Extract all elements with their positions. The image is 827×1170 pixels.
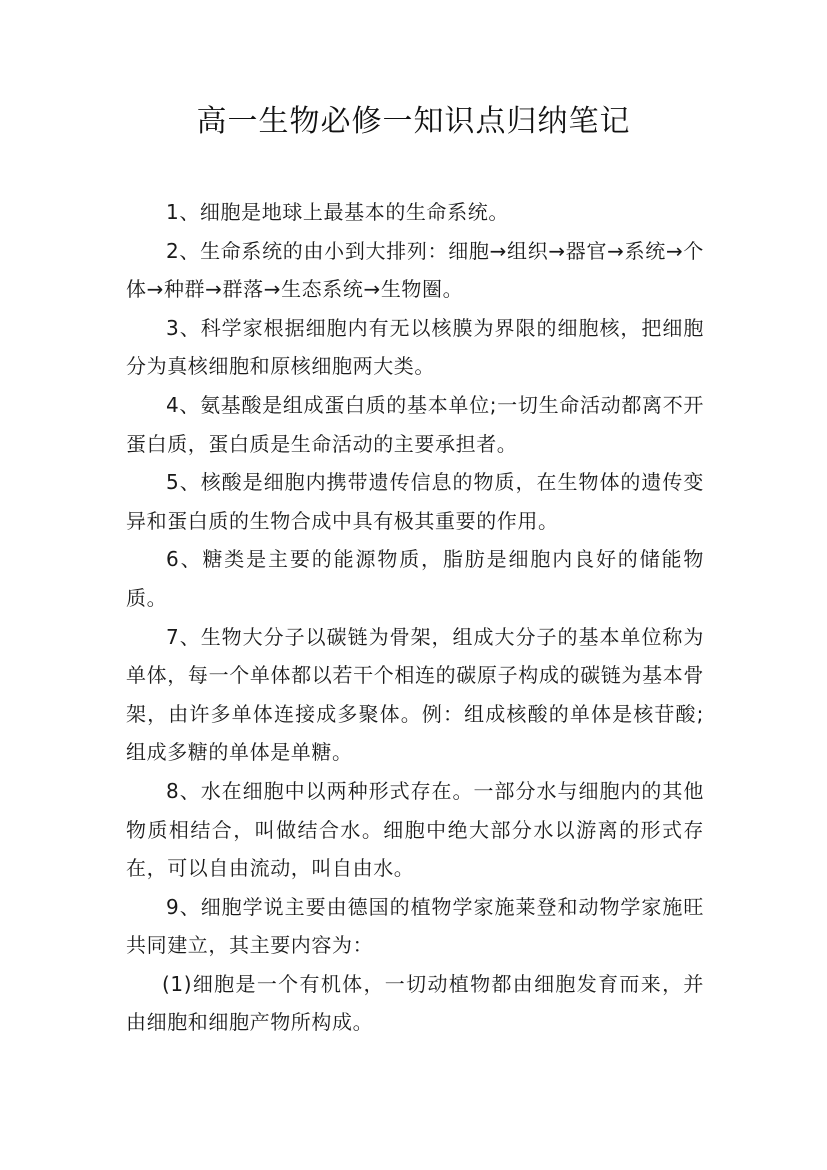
document-title: 高一生物必修一知识点归纳笔记 — [196, 104, 631, 139]
paragraph-9: 9、细胞学说主要由德国的植物学家施莱登和动物学家施旺共同建立，其主要内容为： — [126, 894, 704, 958]
paragraph-3: 3、科学家根据细胞内有无以核膜为界限的细胞核，把细胞分为真核细胞和原核细胞两大类。 — [126, 315, 704, 379]
document-body — [126, 193, 704, 1042]
paragraph-7: 7、生物大分子以碳链为骨架，组成大分子的基本单位称为单体，每一个单体都以若干个相连的碳原子构成的碳链为基本骨架，由许多单体连接成多聚体。例：组成核酸的单体是核苷酸;组成多糖的单体是单糖。 — [126, 624, 704, 765]
paragraph-1: 1、细胞是地球上最基本的生命系统。 — [166, 200, 509, 224]
paragraph-6: 6、糖类是主要的能源物质，脂肪是细胞内良好的储能物质。 — [126, 547, 704, 610]
paragraph-2: 2、生命系统的由小到大排列：细胞→组织→器官→系统→个体→种群→群落→生态系统→生物圈。 — [126, 238, 704, 302]
paragraph-9-item-1: (1)细胞是一个有机体，一切动植物都由细胞发育而来，并由细胞和细胞产物所构成。 — [126, 971, 704, 1035]
paragraph-5: 5、核酸是细胞内携带遗传信息的物质，在生物体的遗传变异和蛋白质的生物合成中具有极其重要的作用。 — [126, 470, 704, 533]
paragraph-4: 4、氨基酸是组成蛋白质的基本单位;一切生命活动都离不开蛋白质，蛋白质是生命活动的主要承担者。 — [126, 392, 704, 456]
paragraph-8: 8、水在细胞中以两种形式存在。一部分水与细胞内的其他物质相结合，叫做结合水。细胞中绝大部分水以游离的形式存在，可以自由流动，叫自由水。 — [126, 778, 704, 881]
